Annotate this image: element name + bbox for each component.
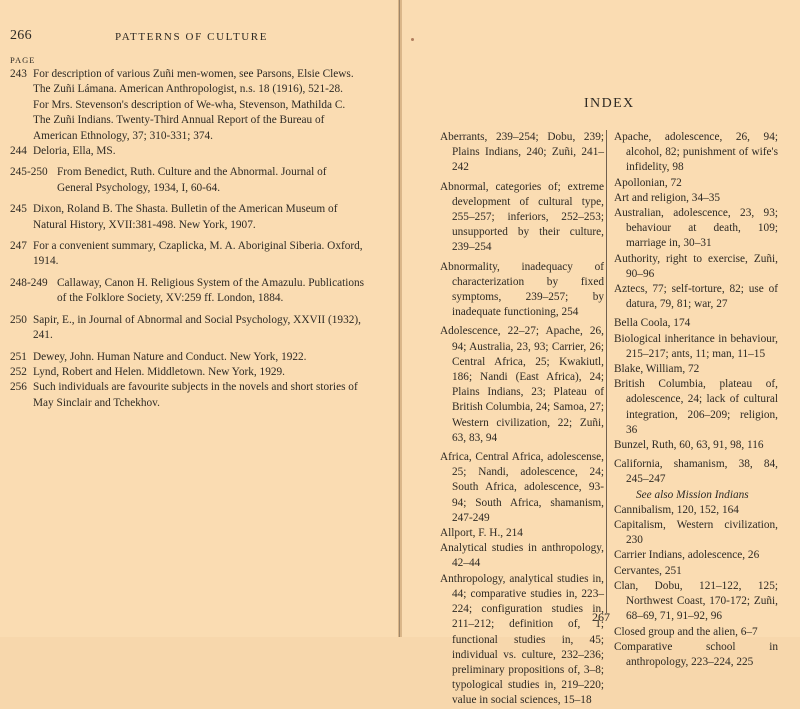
index-entry: Cannibalism, 120, 152, 164	[614, 503, 739, 516]
note-text: Callaway, Canon H. Religious System of the Amazulu. Publications of the Folklore Society, XV:259 ff. London, 1884.	[57, 276, 365, 305]
note-text: Sapir, E., in Journal of Abnormal and Social Psychology, XXVII (1932), 241.	[33, 313, 361, 342]
note-number: 251	[10, 350, 27, 363]
index-entry: British Columbia, plateau of, adolescence, 24; lack of cultural integration, 206–209; religion, 36	[614, 378, 778, 436]
index-entry: Authority, right to exercise, Zuñi, 90–96	[614, 252, 778, 280]
note-number: 244	[10, 145, 27, 158]
index-entry: Adolescence, 22–27; Apache, 26, 94; Australia, 23, 93; Carrier, 26; Central Africa, 25; Kwakiutl, 186; Nandi (East Africa), 24; Plains Indians, 23; Plateau of British Columbia, 24; Samoa, 27; Western civilization, 22; Zuñi, 63, 83, 94	[440, 325, 604, 444]
note-number: 247	[10, 240, 27, 253]
index-entry: Aberrants, 239–254; Dobu, 239; Plains Indians, 240; Zuñi, 241–242	[440, 131, 604, 174]
note-number: 245	[10, 203, 27, 216]
index-entry: Comparative school in anthropology, 223–224, 225	[614, 640, 778, 668]
note-number: 245-250	[10, 166, 48, 179]
note-item	[10, 276, 365, 307]
index-entry: Closed group and the alien, 6–7	[614, 625, 758, 638]
notes-list	[10, 67, 365, 411]
index-entry: Clan, Dobu, 121–122, 125; Northwest Coast, 170-172; Zuñi, 68–69, 71, 91–92, 96	[614, 579, 778, 623]
left-page	[0, 0, 398, 637]
note-item	[10, 350, 365, 365]
index-column-2	[614, 130, 778, 670]
index-entry: Apache, adolescence, 26, 94; alcohol, 82; punishment of wife's infidelity, 98	[614, 131, 778, 174]
note-text: Deloria, Ella, MS.	[33, 145, 116, 158]
note-text: For a convenient summary, Czaplicka, M. A. Aboriginal Siberia. Oxford, 1914.	[33, 240, 363, 268]
index-title: INDEX	[584, 96, 635, 111]
notes-column-label: PAGE	[10, 55, 36, 65]
index-entry: Cervantes, 251	[614, 564, 682, 577]
index-entry: Bella Coola, 174	[614, 317, 691, 330]
running-head: PATTERNS OF CULTURE	[115, 31, 269, 43]
index-entry: Abnormality, inadequacy of characterization by fixed symptoms, 239–257; by inadequate functioning, 254	[440, 260, 604, 319]
index-entry: Carrier Indians, adolescence, 26	[614, 549, 760, 562]
index-entry: Abnormal, categories of; extreme development of cultural type, 255–257; inferiors, 252–253; unsupported by their culture, 239–254	[440, 180, 604, 254]
index-entry: Biological inheritance in behaviour, 215–217; ants, 11; man, 11–15	[614, 332, 778, 360]
index-entry: Capitalism, Western civilization, 230	[614, 519, 778, 547]
left-page-number: 266	[10, 28, 32, 43]
note-text: Such individuals are favourite subjects in the novels and short stories of May Sinclair and Tchekhov.	[33, 381, 358, 409]
note-text: Dixon, Roland B. The Shasta. Bulletin of the American Museum of Natural History, XVII:381-498. New York, 1907.	[33, 203, 338, 231]
right-page-number: 267	[592, 610, 610, 624]
paper-speck	[411, 38, 414, 41]
note-text: From Benedict, Ruth. Culture and the Abnormal. Journal of General Psychology, 1934, I, 60-64.	[57, 166, 327, 194]
gutter-line	[399, 0, 400, 637]
note-number: 248-249	[10, 276, 48, 289]
index-entry: Analytical studies in anthropology, 42–44	[440, 542, 604, 570]
index-entry: Bunzel, Ruth, 60, 63, 91, 98, 116	[614, 439, 764, 452]
note-item	[10, 98, 365, 144]
note-text: For Mrs. Stevenson's description of We-wha, Stevenson, Mathilda C. The Zuñi Indians. Twenty-Third Annual Report of the Bureau of American Ethnology, 37; 310-331; 374.	[33, 98, 346, 142]
note-text: Dewey, John. Human Nature and Conduct. New York, 1922.	[33, 350, 307, 363]
index-see-also: See also Mission Indians	[636, 488, 749, 501]
index-entry: Blake, William, 72	[614, 363, 700, 376]
index-column-1	[440, 130, 604, 709]
note-item	[10, 239, 365, 270]
note-item	[10, 313, 365, 344]
index-entry: Anthropology, analytical studies in, 44; comparative studies in, 223–224; configuration studies in, 211–212; definition of, 1; functional studies in, 45; individual vs. culture, 232–236; preliminary propositions of, 3–8; typological studies in, 219–220; value in social sciences, 15–18	[440, 572, 604, 707]
index-entry: Australian, adolescence, 23, 93; behaviour at death, 109; marriage in, 30–31	[614, 207, 778, 250]
note-item	[10, 380, 365, 411]
column-rule	[606, 130, 607, 613]
index-entry: Africa, Central Africa, adolescense, 25; Nandi, adolescence, 24; South Africa, adolescence, 93-94; South Africa, shamanism, 247-249	[440, 451, 604, 524]
note-item	[10, 165, 365, 196]
note-number: 250	[10, 313, 27, 326]
note-item	[10, 202, 365, 233]
note-item	[10, 365, 365, 380]
note-text: For description of various Zuñi men-women, see Parsons, Elsie Clews. The Zuñi Lámana. American Anthropologist, n.s. 18 (1916), 521-28.	[33, 68, 354, 96]
note-text: Lynd, Robert and Helen. Middletown. New York, 1929.	[33, 365, 285, 378]
note-item	[10, 144, 365, 159]
note-item	[10, 67, 365, 98]
note-number: 256	[10, 381, 27, 394]
index-entry: Art and religion, 34–35	[614, 191, 721, 204]
index-entry: Aztecs, 77; self-torture, 82; use of datura, 79, 81; war, 27	[614, 283, 778, 311]
index-entry: Apollonian, 72	[614, 176, 682, 189]
index-entry: Allport, F. H., 214	[440, 527, 523, 540]
index-entry: California, shamanism, 38, 84, 245–247	[614, 458, 778, 486]
note-number: 243	[10, 68, 27, 80]
note-number: 252	[10, 365, 27, 378]
